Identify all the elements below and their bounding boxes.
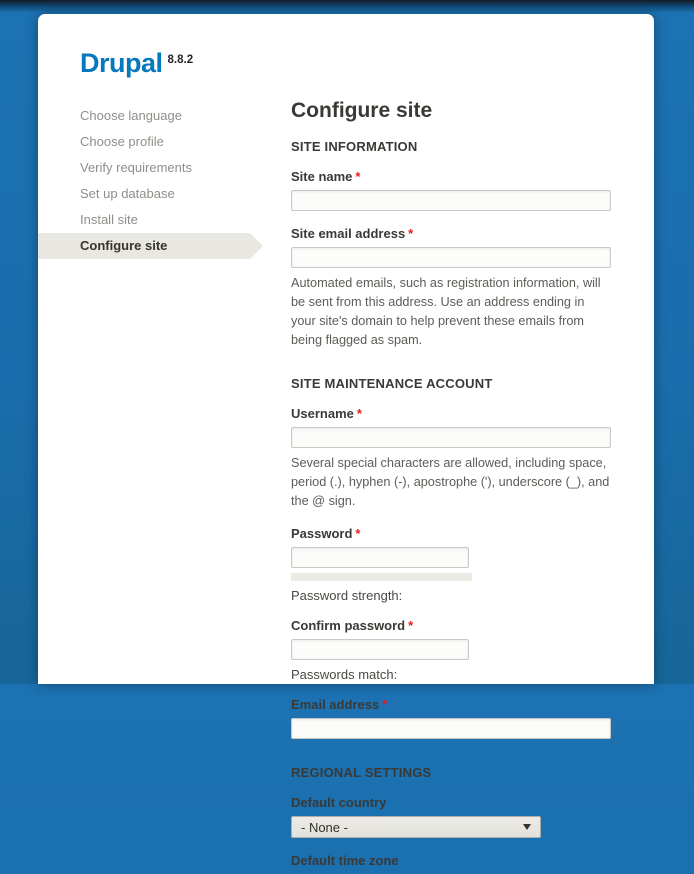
chevron-down-icon	[523, 824, 531, 830]
section-site-information: SITE INFORMATION	[291, 139, 418, 154]
default-country-selected-value: - None -	[301, 819, 348, 835]
drupal-version: 8.8.2	[167, 54, 194, 66]
email-address-label: Email address *	[291, 697, 388, 712]
step-configure-site-active	[38, 233, 250, 259]
default-time-zone-label: Default time zone	[291, 853, 399, 868]
required-asterisk: *	[355, 526, 361, 541]
site-name-label: Site name *	[291, 169, 361, 184]
step-verify-requirements: Verify requirements	[80, 160, 192, 175]
required-asterisk: *	[382, 697, 388, 712]
section-regional-settings: REGIONAL SETTINGS	[291, 765, 432, 780]
email-address-input[interactable]	[291, 718, 611, 739]
required-asterisk: *	[356, 406, 362, 421]
password-strength-meter	[291, 573, 472, 581]
username-description: Several special characters are allowed, including space, period (.), hyphen (-), apostrophe ('), underscore (_), and the @ sign.	[291, 456, 610, 508]
confirm-password-label: Confirm password *	[291, 618, 414, 633]
required-asterisk: *	[355, 169, 361, 184]
default-country-label: Default country	[291, 795, 387, 810]
username-input[interactable]	[291, 427, 611, 448]
site-email-label: Site email address *	[291, 226, 414, 241]
username-label: Username *	[291, 406, 362, 421]
page-title: Configure site	[291, 99, 433, 122]
step-choose-language: Choose language	[80, 108, 182, 123]
step-choose-profile: Choose profile	[80, 134, 164, 149]
password-strength-text: Password strength:	[291, 588, 403, 603]
step-install-site: Install site	[80, 212, 138, 227]
step-set-up-database: Set up database	[80, 186, 175, 201]
confirm-password-input[interactable]	[291, 639, 469, 660]
window-top-strip	[0, 0, 694, 13]
password-input[interactable]	[291, 547, 469, 568]
section-maintenance-account: SITE MAINTENANCE ACCOUNT	[291, 376, 493, 391]
active-step-arrow-icon	[250, 233, 263, 259]
install-steps-list	[38, 99, 291, 874]
drupal-logo-text: Drupal	[80, 48, 163, 78]
site-email-description: Automated emails, such as registration information, will be sent from this address. Use an address ending in your site's domain to help prevent these emails from being flagged as spam.	[291, 276, 601, 347]
site-name-input[interactable]	[291, 190, 611, 211]
passwords-match-text: Passwords match:	[291, 667, 398, 682]
password-label: Password *	[291, 526, 361, 541]
site-email-input[interactable]	[291, 247, 611, 268]
required-asterisk: *	[408, 618, 414, 633]
drupal-logo	[80, 48, 654, 79]
configure-site-form	[291, 99, 611, 874]
required-asterisk: *	[408, 226, 414, 241]
step-configure-site-label: Configure site	[80, 238, 168, 253]
default-country-select[interactable]	[291, 816, 541, 838]
installer-card	[38, 14, 654, 868]
